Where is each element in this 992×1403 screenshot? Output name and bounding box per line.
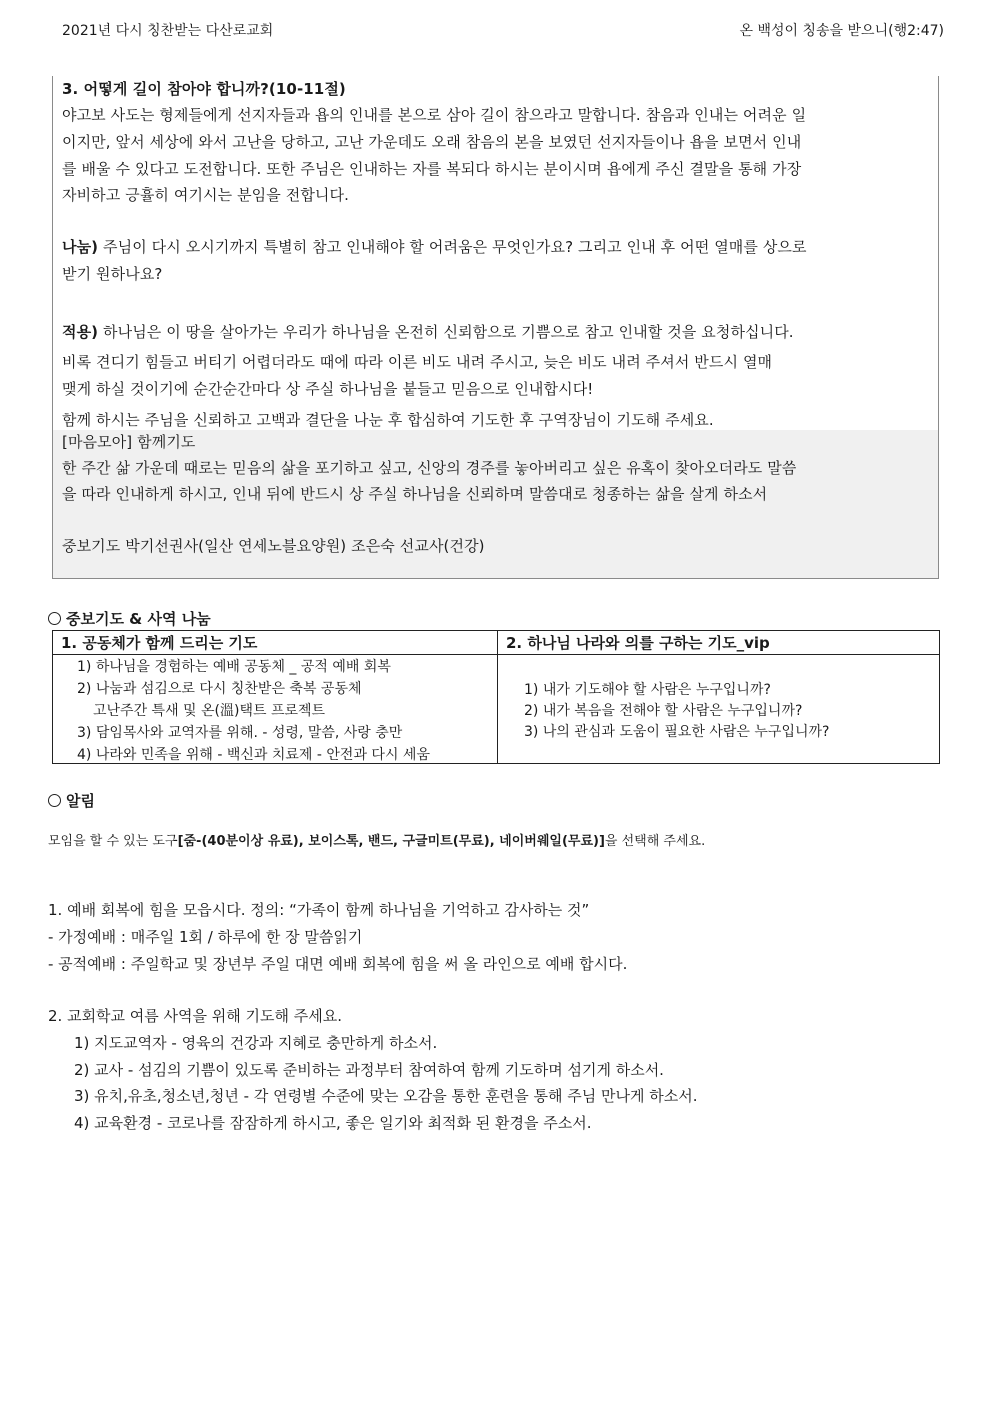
question-3-line: 자비하고 긍휼히 여기시는 분임을 전합니다. [62, 186, 349, 204]
prayer-col1-header: 1. 공동체가 함께 드리는 기도 [53, 631, 498, 655]
list-item: 1) 하나님을 경험하는 예배 공동체 _ 공적 예배 회복 [77, 659, 391, 675]
list-item: 4) 나라와 민족을 위해 - 백신과 치료제 - 안전과 다시 세움 [77, 747, 430, 763]
notice-item-1a: - 가정예배 : 매주일 1회 / 하루에 한 장 말씀읽기 [48, 928, 363, 946]
notice-tools [48, 830, 705, 849]
page-header [62, 20, 944, 44]
apply-line-4: 함께 하시는 주님을 신뢰하고 고백과 결단을 나눈 후 합심하여 기도한 후 구역장님이 기도해 주세요. [62, 411, 714, 429]
apply-line-2: 비록 견디기 힘들고 버티기 어렵더라도 때에 따라 이른 비도 내려 주시고, 늦은 비도 내려 주셔서 반드시 열매 [62, 353, 773, 371]
apply-line [62, 321, 794, 342]
circle-bullet-icon [48, 612, 61, 625]
list-item: 2) 나눔과 섬김으로 다시 칭찬받은 축복 공동체 [77, 681, 362, 697]
notice-item-2-sub: 3) 유치,유초,청소년,청년 - 각 연령별 수준에 맞는 오감을 통한 훈련을 통해 주님 만나게 하소서. [74, 1087, 698, 1105]
notice-section-title [48, 790, 95, 811]
share-line-2: 받기 원하나요? [62, 265, 163, 283]
notice-item-1b: - 공적예배 : 주일학교 및 장년부 주일 대면 예배 회복에 힘을 써 올 라인으로 예배 합시다. [48, 955, 628, 973]
study-box [52, 76, 939, 579]
list-item: 3) 담임목사와 교역자를 위해. - 성령, 말씀, 사랑 충만 [77, 725, 403, 741]
intercession-names: 중보기도 박기선권사(일산 연세노블요양원) 조은숙 선교사(건강) [62, 537, 485, 555]
prayer-table [52, 630, 940, 764]
question-3-title: 3. 어떻게 길이 참아야 합니까?(10-11절) [62, 80, 346, 98]
question-3-line: 야고보 사도는 형제들에게 선지자들과 욥의 인내를 본으로 삼아 길이 참으라고 말합니다. 참음과 인내는 어려운 일 [62, 106, 807, 124]
share-label: 나눔) [62, 238, 99, 256]
prayer-col2-cell [498, 655, 940, 764]
prayer-line-1: 한 주간 삶 가운데 때로는 믿음의 삶을 포기하고 싶고, 신앙의 경주를 놓아버리고 싶은 유혹이 찾아오더라도 말씀 [62, 459, 797, 477]
notice-item-2-sub: 2) 교사 - 섬김의 기쁨이 있도록 준비하는 과정부터 참여하여 함께 기도하며 섬기게 하소서. [74, 1061, 664, 1079]
notice-tools-suffix: 을 선택해 주세요. [604, 834, 706, 849]
apply-text: 하나님은 이 땅을 살아가는 우리가 하나님을 온전히 신뢰함으로 기쁨으로 참고 인내할 것을 요청하십니다. [98, 323, 794, 341]
circle-bullet-icon [48, 794, 61, 807]
prayer-col1-cell [53, 655, 498, 764]
notice-item-2-sub: 1) 지도교역자 - 영육의 건강과 지혜로 충만하게 하소서. [74, 1034, 438, 1052]
intercession-section-title [48, 608, 211, 629]
notice-tools-list: [줌-(40분이상 유료), 보이스톡, 밴드, 구글미트(무료), 네이버웨일(무료)] [177, 834, 605, 849]
notice-item-2: 2. 교회학교 여름 사역을 위해 기도해 주세요. [48, 1007, 343, 1025]
list-item: 1) 내가 기도해야 할 사람은 누구입니까? [524, 682, 771, 698]
intercession-title-text: 중보기도 & 사역 나눔 [66, 610, 211, 628]
apply-label: 적용) [62, 323, 99, 341]
list-item: 고난주간 특새 및 온(溫)택트 프로젝트 [93, 703, 326, 719]
header-verse: 온 백성이 칭송을 받으니(행2:47) [739, 23, 944, 39]
list-item: 2) 내가 복음을 전해야 할 사람은 누구입니까? [524, 703, 803, 719]
header-church-title: 2021년 다시 칭찬받는 다산로교회 [62, 23, 274, 39]
notice-title-text: 알림 [66, 792, 95, 810]
question-3-line: 를 배울 수 있다고 도전합니다. 또한 주님은 인내하는 자를 복되다 하시는 분이시며 욥에게 주신 결말을 통해 가장 [62, 160, 802, 178]
share-text: 주님이 다시 오시기까지 특별히 참고 인내해야 할 어려움은 무엇인가요? 그리고 인내 후 어떤 열매를 상으로 [98, 238, 807, 256]
share-line [62, 236, 807, 257]
prayer-col2-header: 2. 하나님 나라와 의를 구하는 기도_vip [498, 631, 940, 655]
question-3-line: 이지만, 앞서 세상에 와서 고난을 당하고, 고난 가운데도 오래 참음의 본을 보였던 선지자들이나 욥을 보면서 인내 [62, 133, 802, 151]
apply-line-3: 맺게 하실 것이기에 순간순간마다 상 주실 하나님을 붙들고 믿음으로 인내합시다! [62, 380, 594, 398]
notice-tools-prefix: 모임을 할 수 있는 도구 [48, 834, 178, 849]
notice-item-2-sub: 4) 교육환경 - 코로나를 잠잠하게 하시고, 좋은 일기와 최적화 된 환경을 주소서. [74, 1114, 592, 1132]
list-item: 3) 나의 관심과 도움이 필요한 사람은 누구입니까? [524, 724, 830, 740]
notice-item-1: 1. 예배 회복에 힘을 모읍시다. 정의: “가족이 함께 하나님을 기억하고 감사하는 것” [48, 901, 590, 919]
prayer-title: [마음모아] 함께기도 [62, 433, 196, 451]
prayer-line-2: 을 따라 인내하게 하시고, 인내 뒤에 반드시 상 주실 하나님을 신뢰하며 말씀대로 청종하는 삶을 살게 하소서 [62, 485, 768, 503]
